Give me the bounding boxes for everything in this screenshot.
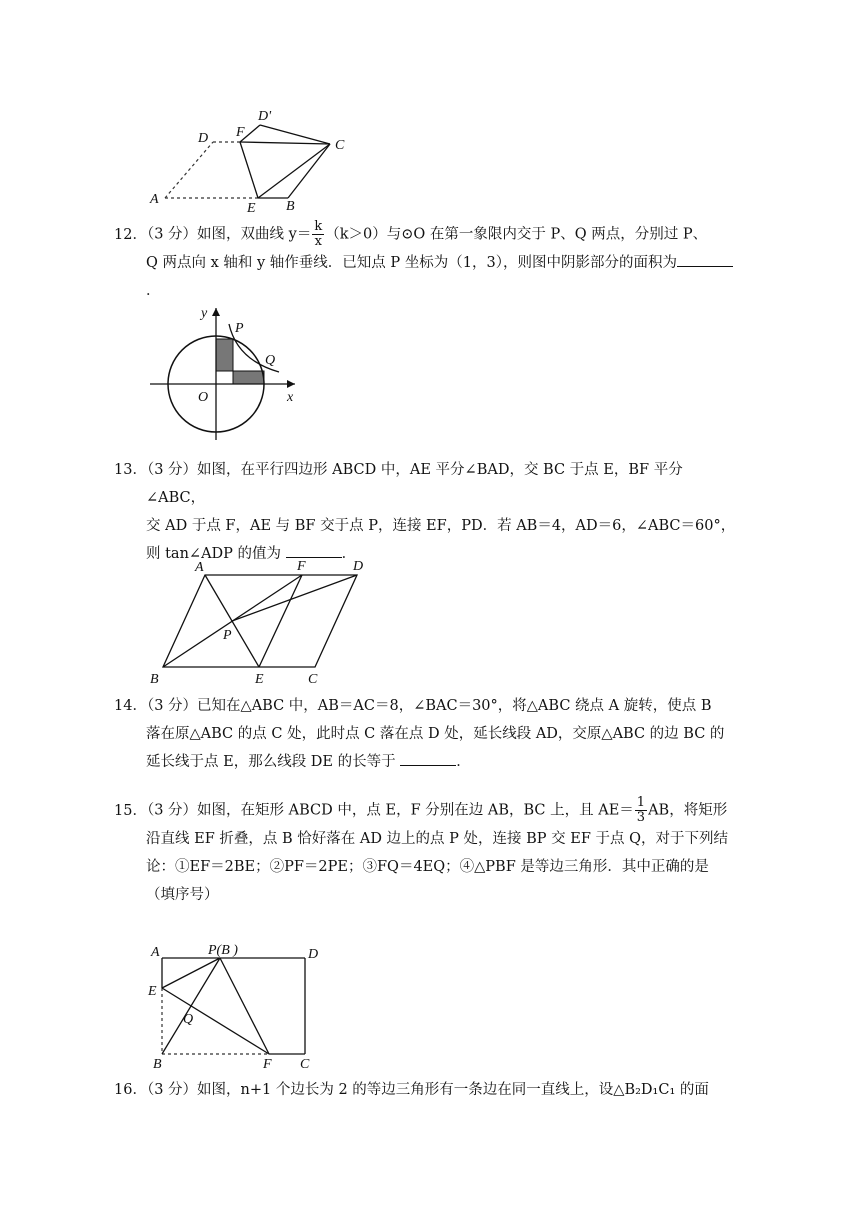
label-E: E: [247, 201, 256, 216]
figure-q11: [140, 100, 360, 215]
figure-q12: [145, 300, 315, 445]
question-16: [114, 1076, 736, 1104]
figure-q12-svg: [145, 300, 315, 445]
figure-q15-svg: [145, 940, 335, 1070]
shade-right: [233, 371, 264, 384]
q12-fraction: [312, 220, 324, 249]
question-12: [114, 219, 736, 305]
q14-number: 14．: [114, 698, 147, 714]
shade-left: [216, 339, 233, 371]
line-FC: [240, 142, 330, 144]
label-A: A: [150, 192, 159, 207]
q13-text-1: 如图，在平行四边形 ABCD 中，AE 平分∠BAD，交 BC 于点 E，BF 平分∠ABC，: [146, 462, 683, 506]
label-Q: Q: [265, 353, 276, 368]
label-B: B: [286, 199, 295, 214]
q12-number: 12．: [114, 226, 147, 243]
label-A: A: [195, 560, 204, 575]
q15-text-4: 论：①EF＝2BE；②PF＝2PE；③FQ＝4EQ；④△PBF 是等边三角形．其中正确的是: [146, 859, 709, 875]
label-E: E: [148, 984, 157, 999]
q15-text-5: （填序号）: [146, 887, 219, 903]
q14-text-2: 落在原△ABC 的点 C 处，此时点 C 落在点 D 处，延长线段 AD，交原△ABC 的边 BC 的: [146, 726, 725, 742]
q12-text-2: （k＞0）与⊙O 在第一象限内交于 P、Q 两点，分别过 P、: [325, 226, 708, 243]
figure-q11-svg: [140, 100, 360, 215]
q13-number: 13．: [114, 462, 147, 478]
q14-text-4: ．: [456, 754, 471, 770]
q15-score: （3 分）: [146, 802, 198, 819]
q12-frac-den: x: [314, 234, 322, 249]
q14-score: （3 分）: [146, 698, 198, 714]
q15-text-1: 如图，在矩形 ABCD 中，点 E，F 分别在边 AB，BC 上，且 AE＝: [197, 802, 634, 819]
question-15: [114, 795, 736, 909]
q15-frac-num: 1: [636, 795, 646, 810]
line-EF: [162, 988, 269, 1054]
q12-text-3: Q 两点向 x 轴和 y 轴作垂线．已知点 P 坐标为（1，3），则图中阴影部分的面积为: [146, 255, 677, 271]
q12-text-4: ．: [146, 283, 161, 299]
label-y: y: [201, 306, 208, 321]
q12-score: （3 分）: [146, 226, 198, 243]
line-AD: [165, 142, 213, 198]
q14-text-1: 已知在△ABC 中，AB＝AC＝8，∠BAC＝30°，将△ABC 绕点 A 旋转，使点 B: [197, 698, 712, 714]
q14-answer-blank: [400, 751, 456, 766]
label-P: P: [235, 321, 244, 336]
q13-text-2: 交 AD 于点 F，AE 与 BF 交于点 P，连接 EF，PD．若 AB＝4，AD＝6，∠ABC＝60°，: [146, 518, 736, 534]
label-B: B: [150, 672, 159, 687]
figure-q13: [145, 555, 385, 690]
q14-text-3: 延长线于点 E，那么线段 DE 的长等于: [146, 754, 396, 770]
label-B: B: [153, 1057, 162, 1072]
y-axis-arrow: [212, 308, 220, 316]
q15-fraction: [635, 796, 647, 825]
q12-frac-num: k: [314, 219, 323, 234]
q15-text-2: AB，将矩形: [648, 802, 728, 819]
line-FE: [240, 142, 258, 198]
q15-number: 15．: [114, 802, 147, 819]
q12-text-1: 如图，双曲线 y＝: [197, 226, 312, 243]
question-13: [114, 456, 736, 568]
label-C: C: [300, 1057, 310, 1072]
line-PD: [232, 575, 357, 621]
label-C: C: [335, 138, 345, 153]
label-D: D: [198, 131, 209, 146]
label-F: F: [263, 1057, 272, 1072]
label-E: E: [255, 672, 264, 687]
question-14: [114, 692, 736, 776]
label-A: A: [151, 945, 160, 960]
label-x: x: [287, 390, 294, 405]
q16-number: 16．: [114, 1082, 147, 1098]
figure-q15: [145, 940, 335, 1070]
label-Dp: D': [258, 109, 272, 124]
label-O: O: [198, 390, 209, 405]
q16-score: （3 分）: [146, 1082, 198, 1098]
label-D: D: [353, 559, 364, 574]
q13-score: （3 分）: [146, 462, 198, 478]
square-unshaded: [216, 371, 233, 384]
label-Q: Q: [183, 1012, 194, 1027]
line-DpC: [260, 125, 330, 144]
label-C: C: [308, 672, 318, 687]
q15-frac-den: 3: [636, 810, 646, 825]
q15-text-3: 沿直线 EF 折叠，点 B 恰好落在 AD 边上的点 P 处，连接 BP 交 EF 于点 Q，对于下列结: [146, 831, 729, 847]
figure-q13-svg: [145, 555, 385, 690]
label-F: F: [236, 125, 245, 140]
q16-text-1: 如图，n+1 个边长为 2 的等边三角形有一条边在同一直线上，设△B₂D₁C₁ 的面: [197, 1082, 709, 1098]
q13-text-3: 则 tan∠ADP 的值为: [146, 546, 282, 562]
label-F: F: [297, 559, 306, 574]
q13-text-4: ．: [341, 546, 357, 562]
label-P: P(B ): [208, 943, 238, 958]
q12-answer-blank: [677, 252, 733, 267]
label-D: D: [308, 947, 319, 962]
label-P: P: [223, 628, 232, 643]
x-axis-arrow: [287, 380, 295, 388]
parallelogram-ABCD: [163, 575, 357, 667]
